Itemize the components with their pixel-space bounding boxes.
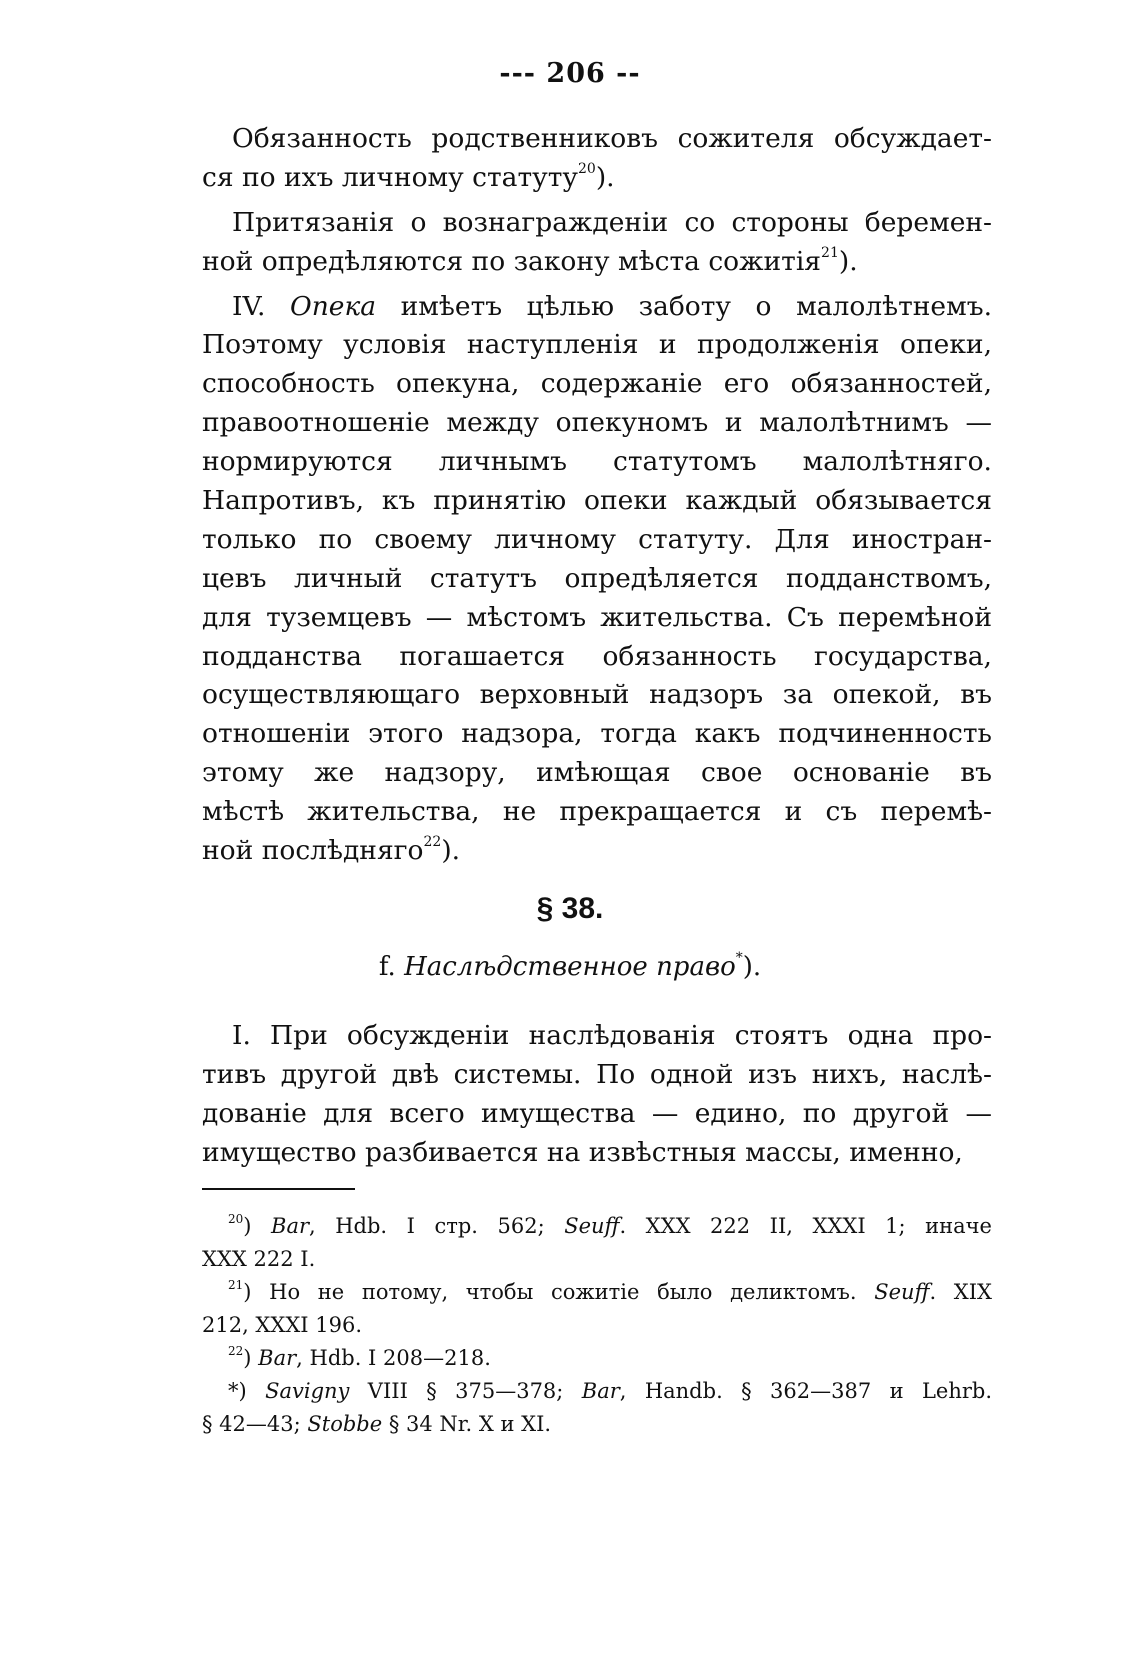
text-segment: Напротивъ, къ принятію опеки каждый обязывается [202,485,992,517]
text-segment: ной опредѣляются по закону мѣста сожитія [202,245,822,277]
text-segment: нормируются личнымъ статутомъ малолѣтняго. [202,446,992,478]
text-segment: имѣетъ цѣлью заботу о малолѣтнемъ. [376,290,992,322]
text-segment: XXX 222 I. [202,1247,316,1271]
text-segment: ). [595,161,615,193]
text-line [202,715,992,754]
text-segment: мѣстѣ жительства, не прекращается и съ перемѣ- [202,796,992,828]
section-subheading [0,952,1140,982]
footnote-reference: 20 [228,1212,244,1226]
text-segment: осуществляющаго верховный надзоръ за опекой, въ [202,679,992,711]
text-line [202,326,992,365]
text-segment: ) [243,1346,259,1370]
footnote-reference: 22 [228,1344,244,1358]
text-segment: 212, XXXI 196. [202,1313,363,1337]
text-segment: , Handb. § 362—387 и Lehrb. [619,1379,993,1403]
italic-term: Опека [289,290,377,322]
text-line [202,482,992,521]
text-line [202,793,992,832]
text-segment: . XIX [929,1280,992,1304]
text-segment: этому же надзору, имѣющая свое основаніе въ [202,757,992,789]
footnote-reference: 22 [423,834,442,851]
text-line [202,1095,992,1134]
text-segment: ) [243,1214,272,1238]
text-segment: I. При обсужденіи наслѣдованія стоятъ одна про- [232,1020,992,1051]
subheading-suffix: ). [742,952,762,982]
text-segment: , Hdb. I 208—218. [296,1346,491,1370]
footnote-line [202,1408,992,1441]
footnote-line [202,1309,992,1342]
text-line [202,521,992,560]
footnote-reference: 21 [228,1278,244,1292]
text-segment: тивъ другой двѣ системы. По одной изъ нихъ, наслѣ- [202,1058,992,1090]
main-text-bottom [202,1017,992,1173]
page-number: --- 206 -- [499,58,641,89]
text-segment: Обязанность родственниковъ сожителя обсуждает- [232,123,992,154]
text-segment: только по своему личному статуту. Для иностран- [202,523,992,555]
italic-term: Savigny [265,1379,350,1403]
text-segment: . XXX 222 II, XXXI 1; иначе [619,1214,992,1238]
subheading-prefix: f. [378,952,405,982]
section-heading: § 38. [536,892,604,925]
text-segment: имущество разбивается на извѣстныя массы, именно, [202,1136,963,1168]
footnotes [202,1210,992,1441]
text-segment: способность опекуна, содержаніе его обязанностей, [202,368,992,400]
text-line [202,676,992,715]
italic-term: Stobbe [307,1412,383,1436]
subheading-footnote-mark: * [735,950,743,966]
text-segment: VIII § 375—378; [349,1379,582,1403]
text-segment: § 42—43; [202,1412,308,1436]
text-line [202,159,992,198]
italic-term: Seuff [874,1280,930,1304]
text-segment: правоотношеніе между опекуномъ и малолѣтнимъ — [202,407,992,439]
text-segment: ). [441,835,461,867]
italic-term: Bar [258,1346,297,1370]
text-segment: ) Но не потому, чтобы сожитіе было деликтомъ. [243,1280,875,1304]
text-segment: подданства погашается обязанность государства, [202,640,992,672]
text-line [202,404,992,443]
text-line [202,638,992,677]
main-text-top [202,120,992,871]
text-line [202,754,992,793]
text-line [202,560,992,599]
text-line [202,365,992,404]
text-segment: ной послѣдняго [202,835,424,867]
text-line [202,243,992,282]
text-segment: Притязанія о вознагражденіи со стороны беремен- [232,206,992,238]
text-line [202,1017,992,1056]
text-segment: для туземцевъ — мѣстомъ жительства. Съ перемѣной [202,601,992,633]
italic-term: Bar [581,1379,620,1403]
footnote-line [202,1342,992,1375]
text-segment: , Hdb. I стр. 562; [309,1214,565,1238]
text-line [202,832,992,871]
text-line [202,288,992,327]
text-segment: ). [838,245,858,277]
text-line [202,1056,992,1095]
footnote-reference: 21 [821,244,839,261]
text-line [202,599,992,638]
text-segment: дованіе для всего имущества — едино, по другой — [202,1097,992,1129]
footnote-line [202,1210,992,1243]
text-segment: *) [228,1379,266,1403]
subheading-title: Наслѣдственное право [404,952,736,982]
text-segment: цевъ личный статутъ опредѣляется подданствомъ, [202,562,992,594]
text-segment: Поэтому условія наступленія и продолженія опеки, [202,329,992,361]
text-segment: IV. [232,290,290,322]
footnote-line [202,1276,992,1309]
footnote-line [202,1375,992,1408]
italic-term: Bar [271,1214,310,1238]
text-line [202,204,992,243]
text-line [202,443,992,482]
text-line [202,1134,992,1173]
text-segment: § 34 Nr. X и XI. [382,1412,552,1436]
footnote-line [202,1243,992,1276]
footnote-divider [202,1188,355,1190]
text-segment: отношеніи этого надзора, тогда какъ подчиненность [202,718,992,750]
footnote-reference: 20 [577,160,596,177]
text-line [202,120,992,159]
italic-term: Seuff [564,1214,620,1238]
text-segment: ся по ихъ личному статуту [202,161,578,193]
